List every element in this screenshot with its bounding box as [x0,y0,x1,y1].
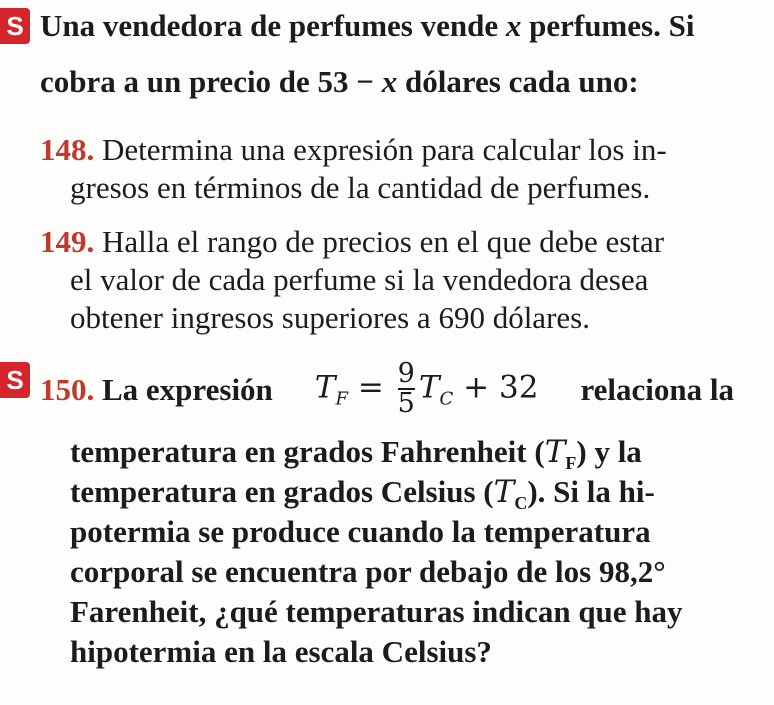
exercise-150-line-3: temperatura en grados Celsius $(T_C)$. Si la hi- [70,474,655,514]
exercise-149-line-2: el valor de cada perfume si la vendedora desea [70,262,649,297]
exercise-148-number: 148. [40,132,95,167]
section-s-badge: S [0,8,30,44]
exercise-149-line-3: obtener ingresos superiores a 690 dólares. [70,300,590,335]
section-s-badge-150: S [0,362,30,398]
exercise-150-line-4: potermia se produce cuando la temperatura [70,514,651,549]
exercise-150-line-6: Farenheit, ¿qué temperaturas indican que hay [70,594,683,629]
exercise-149-number: 149. [40,224,95,259]
exercise-150-line-7: hipotermia en la escala Celsius? [70,634,492,669]
exercise-148-line-2: gresos en términos de la cantidad de perfumes. [70,170,651,205]
formula-fahrenheit-celsius: $T_F$ = $\frac{9}{5}$ $T_C + 32$ [314,358,539,419]
exercise-150-line-1: 150. La expresión $T_F$ = $\frac{9}{5}$ $T_C + 32$ relaciona la [40,358,734,419]
exercise-150-line-2: temperatura en grados Fahrenheit $(T_F)$ y la [70,434,642,474]
exercise-150-number: 150. [40,371,95,407]
intro-line-2: cobra a un precio de 53 − x dólares cada uno: [40,64,639,99]
exercise-149-line-1: 149. Halla el rango de precios en el que debe estar [40,224,665,259]
exercise-148-line-1: 148. Determina una expresión para calcular los in- [40,132,667,167]
intro-line-1: Una vendedora de perfumes vende x perfumes. Si [40,8,695,43]
exercise-150-line-5: corporal se encuentra por debajo de los 98,2° [70,554,666,589]
